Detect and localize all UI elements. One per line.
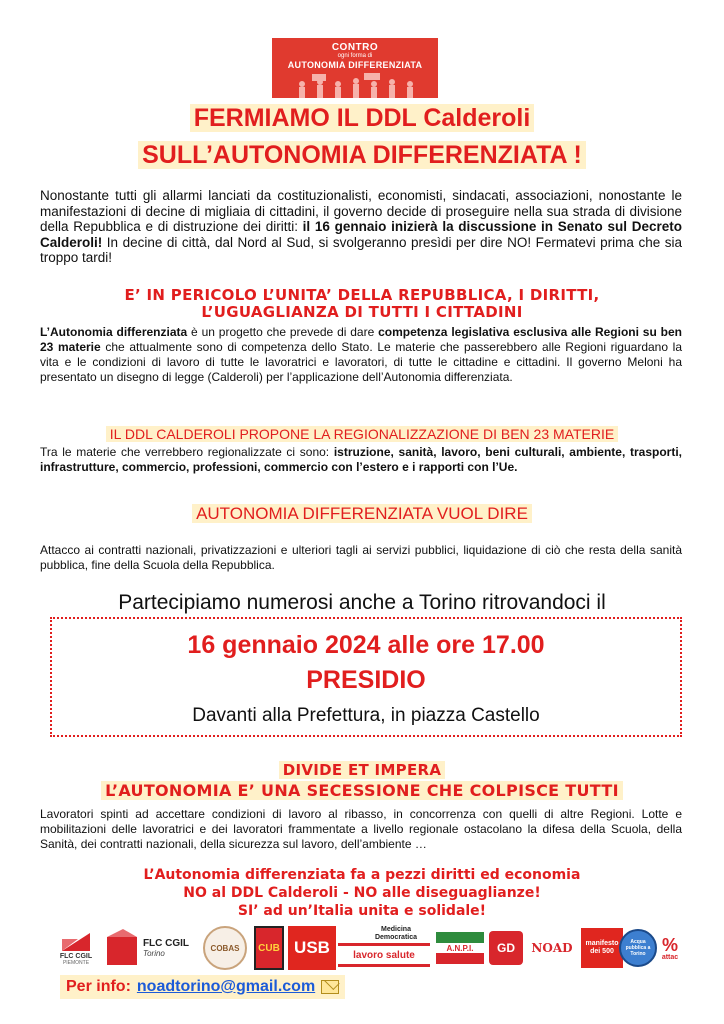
logo-line2: ogni forma di	[337, 53, 373, 59]
contact-info	[60, 975, 345, 999]
logo-anpi: A.N.P.I.	[436, 924, 484, 972]
logo-giuristi-democratici: GD	[488, 924, 524, 972]
logo-lavoro-salute: lavoro salute	[338, 924, 430, 972]
event-title: PRESIDIO	[306, 666, 426, 694]
section3-paragraph: Attacco ai contratti nazionali, privatizzazioni e ulteriori tagli ai servizi pubblici, liquidazione di ciò che resta della sanità pubblica, fine della Scuola della Repubblica.	[40, 543, 682, 572]
logo-attac: % attac	[661, 934, 679, 961]
section1-heading-line2: L’UGUAGLIANZA DI TUTTI I CITTADINI	[201, 303, 523, 321]
logo-line1: CONTRO	[331, 42, 379, 53]
closing-line1: L’Autonomia differenziata fa a pezzi diritti ed economia	[143, 867, 581, 883]
contact-email-link[interactable]: noadtorino@gmail.com	[136, 978, 316, 995]
section2-paragraph: Tra le materie che verrebbero regionalizzate ci sono: istruzione, sanità, lavoro, beni culturali, ambiente, trasporti, infrastrutture, commercio, professioni, commercio con l’estero e i rapporti con l’Ue.	[40, 445, 682, 474]
logo-acqua-pubblica: Acqua pubblica a Torino	[618, 924, 658, 972]
logo-flc-cgil-torino: FLC CGIL Torino	[102, 924, 194, 972]
sponsor-logos	[58, 924, 678, 974]
event-place: Davanti alla Prefettura, in piazza Castello	[192, 705, 540, 726]
section4-paragraph: Lavoratori spinti ad accettare condizioni di lavoro al ribasso, in concorrenza con quelli di altre Regioni. Lotte e mobilitazioni delle lavoratrici e dei lavoratori frammentate a livello regionale ostacolano la difesa della Scuola, della Sanità, dei contratti nazionali, della sicurezza sul lavoro, dell’ambiente …	[40, 807, 682, 851]
logo-line3: AUTONOMIA DIFFERENZIATA	[287, 60, 423, 70]
main-title-line2: SULL’AUTONOMIA DIFFERENZIATA !	[0, 140, 724, 170]
logo-cub: CUB	[254, 924, 284, 972]
crowd-icon	[272, 72, 438, 98]
event-intro: Partecipiamo numerosi anche a Torino ritrovandoci il	[118, 591, 606, 614]
event-date: 16 gennaio 2024 alle ore 17.00	[187, 631, 545, 659]
section3-heading: AUTONOMIA DIFFERENZIATA VUOL DIRE	[0, 502, 724, 526]
event-box	[50, 617, 682, 737]
section1-paragraph: L’Autonomia differenziata è un progetto che prevede di dare competenza legislativa esclusiva alle Regioni su ben 23 materie che attualmente sono di competenza dello Stato. Le materie che passerebbero alle Regioni riguardano la vita e le condizioni di lavoro di tutte le lavoratrici e lavoratori, di tutte le cittadine e cittadini. Il governo Meloni ha presentato un disegno di legge (Calderoli) per l’applicazione dell’Autonomia differenziata.	[40, 325, 683, 384]
logo-usb: USB	[288, 924, 336, 972]
contact-label: Per info:	[66, 978, 131, 995]
section1-heading-line1: E’ IN PERICOLO L’UNITA’ DELLA REPUBBLICA, I DIRITTI,	[124, 286, 600, 304]
envelope-icon	[321, 980, 339, 994]
closing-line2: NO al DDL Calderoli - NO alle diseguaglianze!	[183, 885, 541, 901]
main-title-line1: FERMIAMO IL DDL Calderoli	[0, 103, 724, 133]
logo-medicina-democratica: Medicina Democratica	[374, 926, 418, 941]
logo-flc-cgil-piemonte: FLC CGIL PIEMONTE	[58, 924, 94, 972]
closing-line3: SI’ ad un’Italia unita e solidale!	[237, 903, 487, 919]
logo-cobas: COBAS	[202, 924, 248, 972]
section4-heading-line2: L’AUTONOMIA E’ UNA SECESSIONE CHE COLPISCE TUTTI	[0, 782, 724, 799]
intro-paragraph: Nonostante tutti gli allarmi lanciati da costituzionalisti, economisti, sindacati, associazioni, nonostante le manifestazioni di decine di migliaia di cittadini, il governo decide di proseguire nella sua strada di divisione della Repubblica e di distruzione dei diritti: il 16 gennaio inizierà la discussione in Senato sul Decreto Calderoli! In decine di città, dal Nord al Sud, si svolgeranno presìdi per dire NO! Fermatevi prima che sia troppo tardi!	[40, 188, 682, 265]
logo-manifesto-500: manifesto dei 500	[580, 924, 624, 972]
section4-heading-line1: DIVIDE ET IMPERA	[0, 762, 724, 779]
section2-heading: IL DDL CALDEROLI PROPONE LA REGIONALIZZAZIONE DI BEN 23 MATERIE	[0, 425, 724, 443]
header-logo	[272, 38, 438, 98]
logo-noad: NOAD	[531, 941, 573, 955]
